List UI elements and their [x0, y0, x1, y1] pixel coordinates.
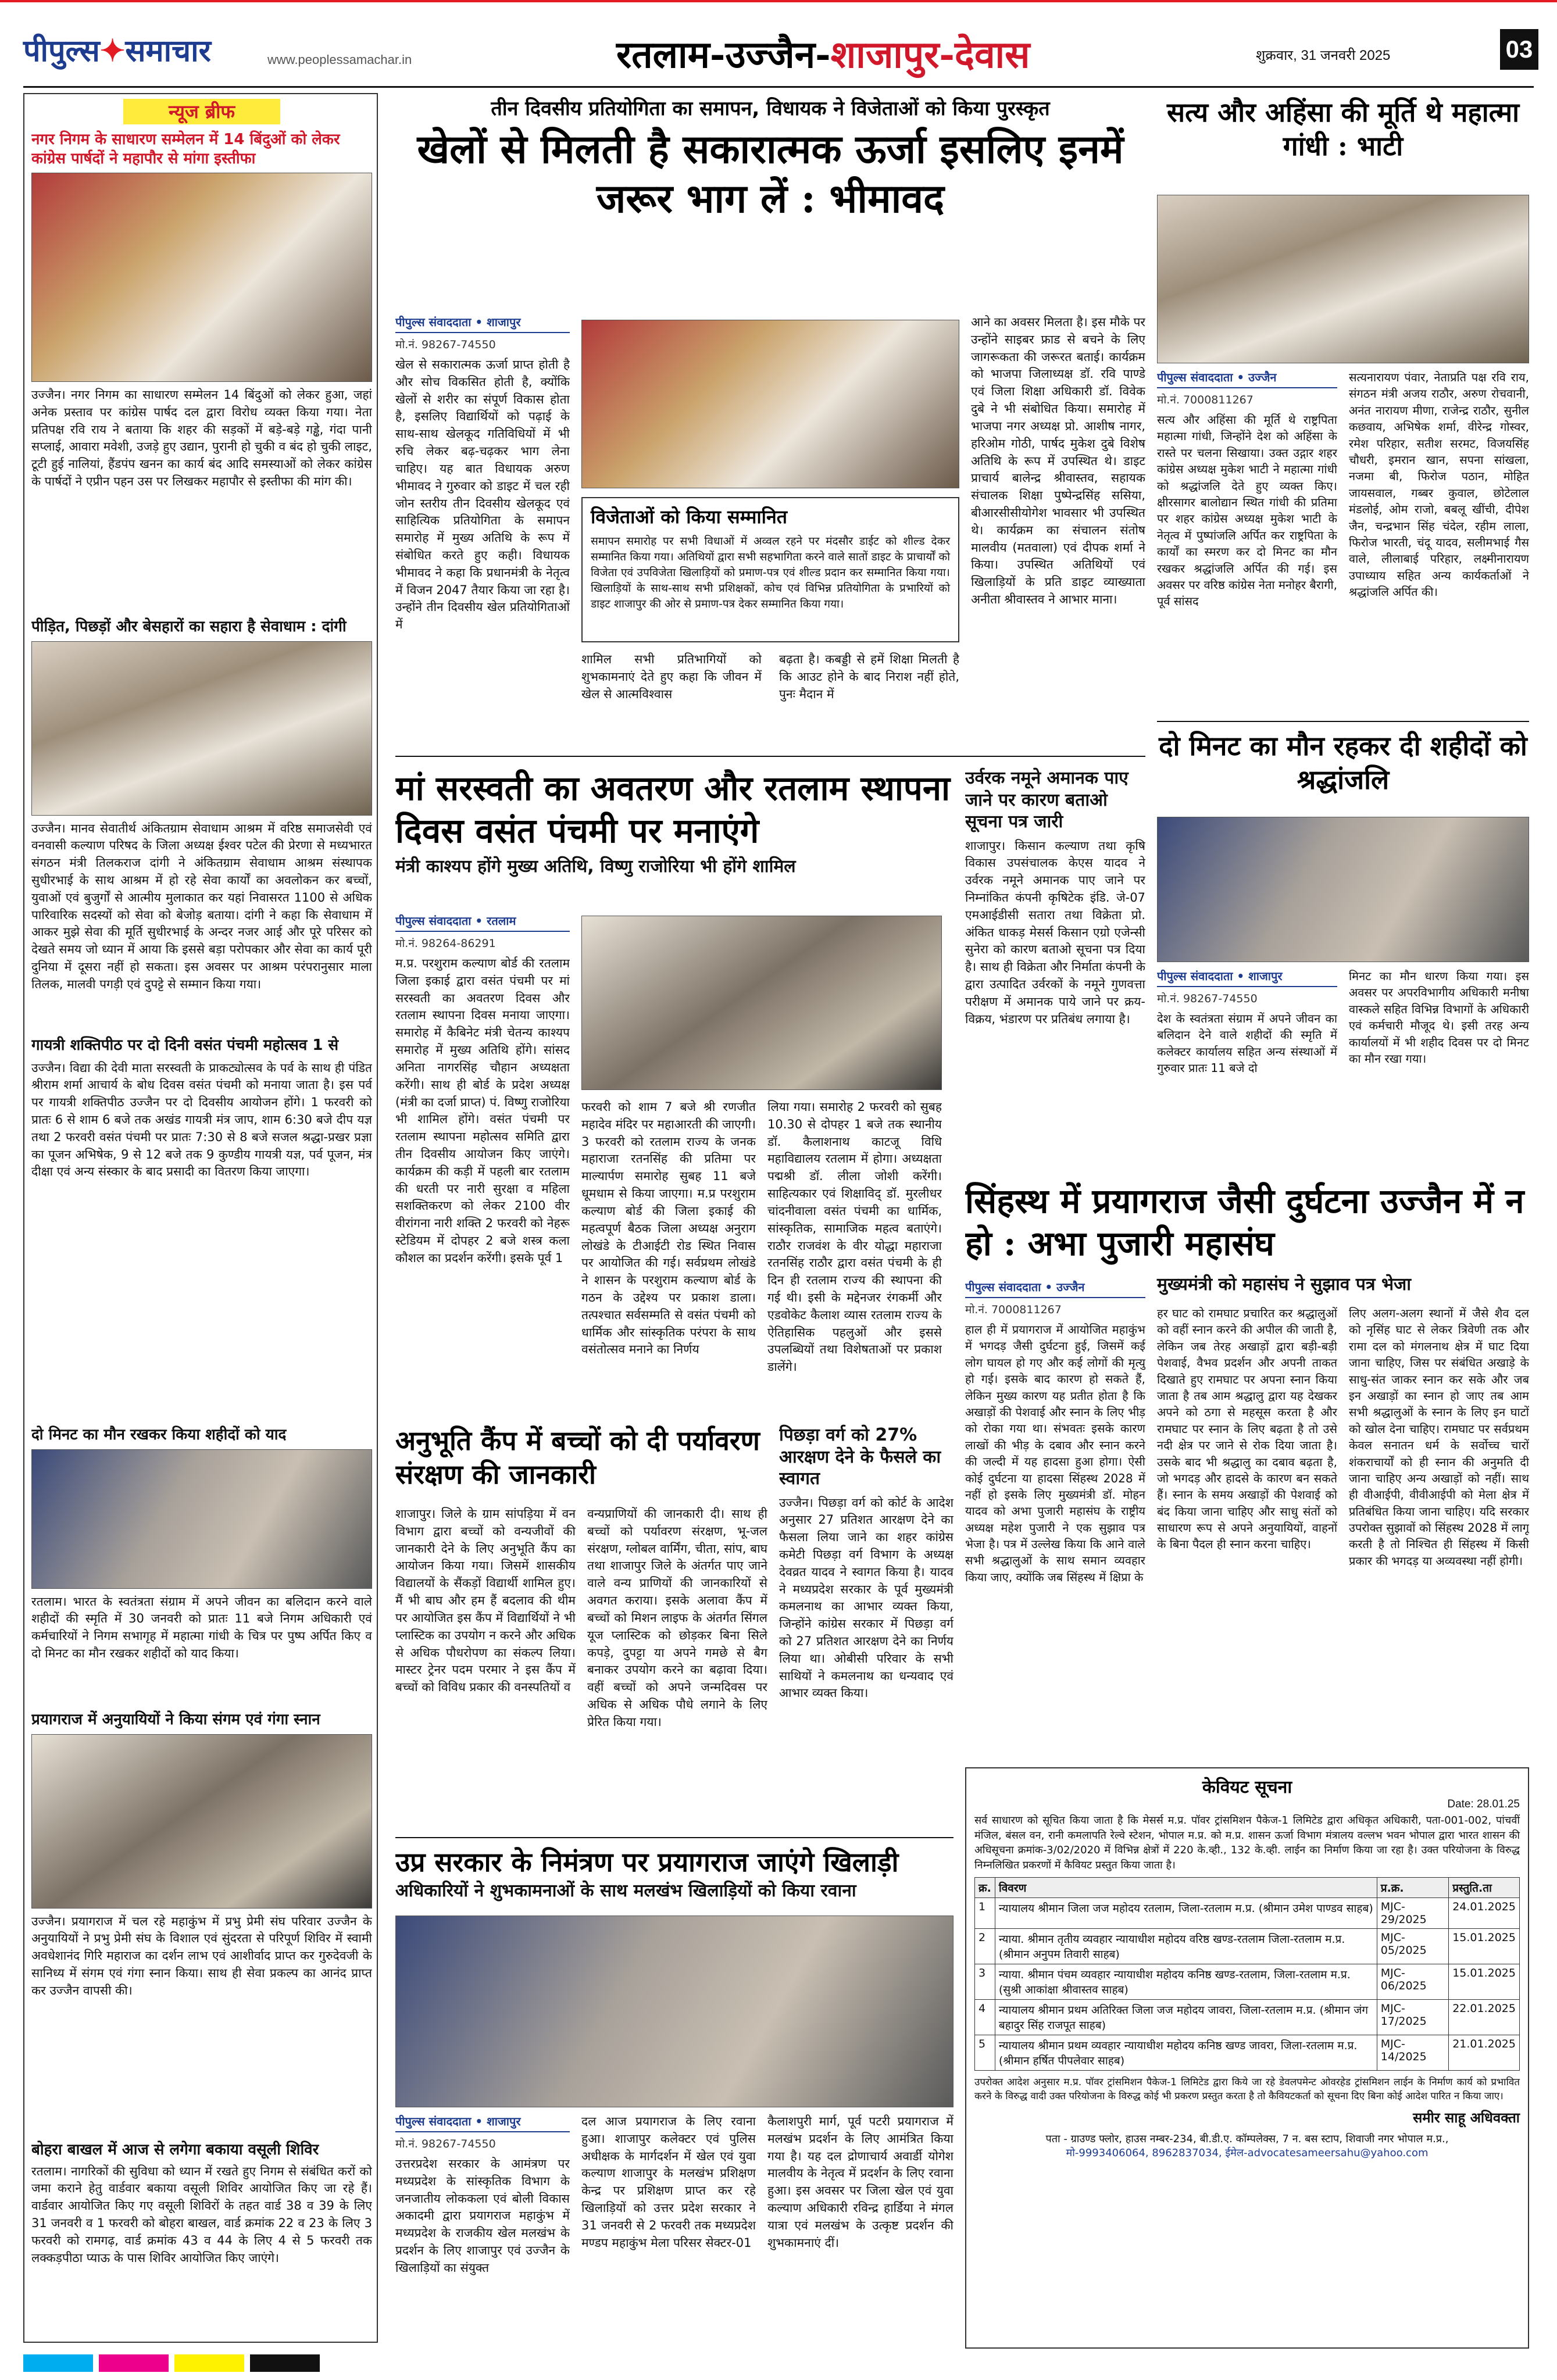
- story-players: [395, 1846, 954, 2346]
- simhastha-headline: सिंहस्थ में प्रयागराज जैसी दुर्घटना उज्जैन में न हो : अभा पुजारी महासंघ: [965, 1181, 1524, 1263]
- cell: 22.01.2025: [1449, 2000, 1520, 2035]
- color-swatch-magenta: [99, 2354, 169, 2372]
- sports-col2-text: शामिल सभी प्रतिभागियों को शुभकामनाएं देते हुए कहा कि जीवन में खेल से आत्मविश्वास: [581, 652, 762, 701]
- brief-5-body: उज्जैन। प्रयागराज में चल रहे महाकुंभ में प्रभु प्रेमी संघ परिवार उज्जैन के अनुयायियों ने प्रभु प्रेमी संघ के विशाल एवं सुंदरता से परिपूर्ण शिविर में स्वामी अवधेशानंद गिरि महाराज का दर्शन लाभ एवं आशीर्वाद प्राप्त कर गुरुदेवजी के सानिध्य में संगम एवं गंगा स्नान किया। साथ ही सेवा प्रकल्प का आनंद प्राप्त कर उज्जैन वापसी की।: [31, 1914, 372, 1997]
- divider-3: [395, 1837, 954, 1838]
- silence-col-1: [1157, 968, 1337, 1166]
- brief-item-6: [31, 2140, 372, 2338]
- brief-4-body: रतलाम। भारत के स्वतंत्रता संग्राम में अपने जीवन का बलिदान करने वाले शहीदों की स्मृति में 30 जनवरी को प्रातः 11 बजे निगम अधिकारी एवं कर्मचारियों ने निगम सभागृह में महात्मा गांधी के चित्र पर पुष्प अर्पित किए व दो मिनट का मौन रखकर शहीदों को याद किया।: [31, 1594, 372, 1660]
- simhastha-mobile: मो.नं. 7000811267: [965, 1303, 1062, 1316]
- story-simhastha-content: [965, 1180, 1529, 1761]
- sports-caption-box: [581, 497, 959, 642]
- simhastha-col-1: [965, 1279, 1145, 1761]
- gandhi-photo: [1157, 195, 1529, 363]
- brief-2-photo: [31, 641, 372, 816]
- cell: न्यायालय श्रीमान प्रथम व्यवहार न्यायाधीश महोदय कनिष्ठ खण्ड जावरा, जिला-रतलाम म.प्र. (श्रीमान हर्षित पीपलेवार साहब): [995, 2035, 1377, 2071]
- players-mobile: मो.नं. 98267-74550: [395, 2138, 496, 2150]
- cell: 15.01.2025: [1449, 1929, 1520, 1964]
- caveat-date: Date: 28.01.25: [1447, 1798, 1520, 1810]
- obc-body: उज्जैन। पिछड़ा वर्ग को कोर्ट के आदेश अनुसार 27 प्रतिशत आरक्षण देने का फैसला लिया जाने का शहर कांग्रेस कमेटी पिछड़ा वर्ग विभाग के अध्यक्ष देवव्रत यादव ने स्वागत किया है। यादव ने मध्यप्रदेश सरकार के पूर्व मुख्यमंत्री कमलनाथ का आभार व्यक्त किया, जिन्होंने कांग्रेस सरकार में पिछड़ा वर्ग को 27 प्रतिशत आरक्षण देने का निर्णय लिया था। ओबीसी परिवार के सभी साथियों ने कमलनाथ का धन्यवाद एवं आभार व्यक्त किया।: [779, 1495, 954, 1700]
- sports-caption-text: समापन समारोह पर सभी विधाओं में अव्वल रहने पर मंदसौर डाईट को शील्ड देकर सम्मानित किया गया। अतिथियों द्वारा सभी सहभागिता करने वाले सातों डाइट के प्राचार्यों को विजेता एवं उपविजेता खिलाड़ियों को प्रमाण-पत्र एवं शील्ड प्रदान कर सम्मानित किया गया। खिलाड़ियों के साथ-साथ सभी प्रशिक्षकों, कोच एवं विभिन्न प्रतियोगिता के प्रभारियों को डाइट शाजापुर की ओर से प्रमाण-पत्र देकर सम्मानित किया गया।: [591, 535, 950, 610]
- brief-item-2: [31, 617, 372, 1024]
- cell: MJC-05/2025: [1377, 1929, 1448, 1964]
- gandhi-mobile: मो.नं. 7000811267: [1157, 394, 1254, 406]
- brief-5-photo: [31, 1734, 372, 1909]
- story-fertilizer: [965, 767, 1145, 1070]
- brief-item-3: [31, 1036, 372, 1408]
- camp-col1-text: शाजापुर। जिले के ग्राम सांपड़िया में वन विभाग द्वारा बच्चों को वन्यजीवों की जानकारी देने के लिए अनुभूति कैंप का आयोजन किया गया। जिसमें शासकीय विद्यालयों के सैंकड़ों विद्यार्थी शामिल हुए। मैं भी बाघ और हम हैं बदलाव की थीम पर आयोजित इस कैंप में विद्यार्थियों ने भी प्लास्टिक का उपयोग न करने और अधिक से अधिक पौधरोपण का संकल्प लिया। मास्टर ट्रेनर पदम परमार ने इस कैंप में बच्चों को विविध प्रकार की वनस्पतियों व: [395, 1507, 576, 1695]
- brief-1-body: उज्जैन। नगर निगम का साधारण सम्मेलन 14 बिंदुओं को लेकर हुआ, जहां अनेक प्रस्ताव पर कांग्रेस पार्षद दल द्वारा विरोध व्यक्त किया गया। नेता प्रतिपक्ष रवि राय ने बताया कि शहर की सड़कों में बड़े-बड़े गड्ढे, गंदा पानी सप्लाई, आवारा मवेशी, उजड़े हुए उद्यान, पुरानी हो चुकी व बंद हो चुकी लाइट, टूटी हुई नालियां, हैंडपंप खनन का कार्य बंद आदि समस्याओं को लेकर कांग्रेस के पार्षदों ने एप्रीन पहन उस पर लिखकर महापौर से इस्तीफा की मांग की।: [31, 388, 372, 489]
- cell: 4: [975, 2000, 995, 2035]
- camp-col2-text: वन्यप्राणियों की जानकारी दी। साथ ही बच्चों को पर्यावरण संरक्षण, भू-जल संरक्षण, ग्लोबल वार्मिंग, चीता, सांप, बाघ तथा शाजापुर जिले के अंतर्गत पाए जाने वाले वन्य प्राणियों की जानकारियों से अवगत कराया। इसके अलावा कैंप में बच्चों को मिशन लाइफ के अंतर्गत सिंगल यूज प्लास्टिक को छोड़कर बिना सिले कपड़े, दुपट्टा या अपने गमछे से बैग बनाकर उपयोग करने का बढ़ावा दिया। वहीं बच्चों को अपने जन्मदिवस पर अधिक से अधिक पौधे लगाने के लिए प्रेरित किया गया।: [587, 1507, 767, 1729]
- players-subhead: अधिकारियों ने शुभकामनाओं के साथ मलखंभ खिलाड़ियों को किया रवाना: [395, 1880, 856, 1901]
- story-sports: [395, 96, 1145, 753]
- masthead-divider: [23, 86, 1534, 88]
- logo-right-text: समाचार: [125, 33, 211, 69]
- gandhi-col1-text: सत्य और अहिंसा की मूर्ति थे राष्ट्रपिता महात्मा गांधी, जिन्होंने देश को अहिंसा के रास्ते पर चलना सिखाया। उक्त उद्गार शहर कांग्रेस अध्यक्ष मुकेश भाटी ने महात्मा गांधी को श्रद्धांजलि देते हुए व्यक्त किए। क्षीरसागर बालोद्यान स्थित गांधी की प्रतिमा पर शहर कांग्रेस अध्यक्ष मुकेश भाटी के नेतृत्व में पुष्पांजलि अर्पित कर राष्ट्रपिता के कार्यों का स्मरण कर दो मिनट का मौन रखकर श्रद्धांजलि अर्पित की गई। इस अवसर पर वरिष्ठ कांग्रेस नेता मनोहर बैरागी, पूर्व सांसद: [1157, 413, 1337, 609]
- caveat-contact: मो-9993406064, 8962837034, ईमेल-advocatesameersahu@yahoo.com: [1066, 2147, 1429, 2160]
- region-title-part1: रतलाम-उज्जैन-: [616, 33, 831, 77]
- brief-item-5: [31, 1710, 372, 2129]
- color-swatch-cyan: [23, 2354, 93, 2372]
- brief-4-headline: दो मिनट का मौन रखकर किया शहीदों को याद: [31, 1426, 287, 1443]
- sports-caption-title: विजेताओं को किया सम्मानित: [591, 506, 787, 528]
- brief-2-body: उज्जैन। मानव सेवातीर्थ अंकितग्राम सेवाधाम आश्रम में वरिष्ठ समाजसेवी एवं वनवासी कल्याण परिषद के जिला अध्यक्ष ईश्वर पटेल की प्रेरणा से मध्यभारत संगठन मंत्री तिलकराज दांगी ने अंकितग्राम सेवाधाम आश्रम संस्थापक सुधीरभाई के साथ आश्रम में हो रहे सेवा कार्यों का अवलोकन कर बच्चों, युवाओं एवं बुजुर्गों से आत्मीय मुलाकात कर यहां निवासरत 1100 से अधिक पारिवारिक सदस्यों को सेवा को बेजोड़ बताया। दांगी ने कहा कि सेवाधाम में आकर मुझे सेवा की मूर्ति सुधीरभाई के अन्दर नजर आई और पूरे परिसर को देखते समय जो ध्यान में आया कि इससे बड़ा परोपकार और सेवा का कार्य पूरी दुनिया में दूसरा नहीं हो सकता। इस अवसर पर आश्रम परंपरानुसार माला तिलक, मालवी पगड़ी एवं दुपट्टे से सम्मान किया गया।: [31, 821, 372, 991]
- caveat-table-header: [975, 1878, 1520, 1898]
- sports-col4-text: आने का अवसर मिलता है। इस मौके पर उन्होंने साइबर फ्राड से बचने के लिए जागरूकता की जरूरत बताई। कार्यक्रम को भाजपा जिलाध्यक्ष डॉ. रवि पाण्डे एवं जिला शिक्षा अधिकारी डॉ. विवेक दुबे ने भी संबोधित किया। समारोह में भाजपा नगर अध्यक्ष प्रो. आशीष नागर, हरिओम गोठी, पार्षद मुकेश दुबे विशेष अतिथि के रूप में उपस्थित थे। डाइट प्राचार्य बालेन्द्र श्रीवास्तव, सहायक संचालक शिक्षा पुष्पेन्द्रसिंह ससिया, बीआरसीसीयोगेश भावसार भी उपस्थित थे। कार्यक्रम का संचालन संतोष मालवीय (मतवाला) एवं दीपक शर्मा ने किया। उपस्थित अतिथियों एवं खिलाड़ियों के प्रति डाइट व्याख्याता अनीता श्रीवास्तव ने आभार माना।: [971, 315, 1145, 606]
- sports-mobile: मो.नं. 98267-74550: [395, 338, 496, 351]
- story-silence: [1157, 730, 1529, 1171]
- gandhi-byline: पीपुल्स संवाददाता • उज्जैन: [1157, 369, 1337, 388]
- brief-1-photo: [31, 173, 372, 382]
- newspaper-logo[interactable]: [23, 29, 211, 70]
- players-headline: उप्र सरकार के निमंत्रण पर प्रयागराज जाएंगे खिलाड़ी: [395, 1846, 899, 1878]
- sports-col1-text: खेल से सकारात्मक ऊर्जा प्राप्त होती है और सोच विकसित होती है, क्योंकि खेलों से शरीर का संपूर्ण विकास होता है, इसलिए विद्यार्थियों को पढ़ाई के साथ-साथ खेलकूद गतिविधियों में भी रुचि लेकर बढ़-चढ़कर भाग लेना चाहिए। यह बात विधायक अरुण भीमावद ने गुरुवार को डाइट में चल रही जोन स्तरीय तीन दिवसीय खेलकूद एवं साहित्यिक प्रतियोगिता के समापन समारोह में मुख्य अतिथि के रूप में संबोधित करते हुए कही। विधायक भीमावद ने कहा कि प्रधानमंत्री के नेतृत्व में विजन 2047 तैयार किया जा रहा है। उन्होंने तीन दिवसीय खेल प्रतियोगिताओं में: [395, 358, 570, 632]
- fertilizer-body: शाजापुर। किसान कल्याण तथा कृषि विकास उपसंचालक केएस यादव ने उर्वरक नमूने अमानक पाए जाने पर निम्नांकित कंपनी कृषिटेक इंडि. जे-07 एमआईडीसी सतारा तथा विक्रेता प्रो. अंकित धाकड़ मेसर्स किसान एग्रो एजेन्सी सुनेरा को कारण बताओ सूचना पत्र दिया है। साथ ही विक्रेता और निर्माता कंपनी के द्वारा उत्पादित उर्वरकों के नमूने गुणवत्ता परीक्षण में अमानक पाये जाने पर क्रय-विक्रय, भंडारण पर प्रतिबंध लगाया है।: [965, 838, 1145, 1026]
- silence-byline: पीपुल्स संवाददाता • शाजापुर: [1157, 968, 1337, 987]
- silence-col2-text: मिनट का मौन धारण किया गया। इस अवसर पर अपरविभागीय अधिकारी मनीषा वास्कले सहित विभिन्न विभागों के अधिकारी एवं कर्मचारी मौजूद थे। इसी तरह अन्य कार्यालयों में भी शहीद दिवस पर दो मिनट का मौन रखा गया।: [1349, 969, 1529, 1066]
- saraswati-byline: पीपुल्स संवाददाता • रतलाम: [395, 913, 570, 932]
- story-saraswati: [395, 767, 954, 1418]
- color-swatch-black: [250, 2354, 320, 2372]
- masthead: [23, 23, 1535, 81]
- fertilizer-headline: उर्वरक नमूने अमानक पाए जाने पर कारण बताओ सूचना पत्र जारी: [965, 768, 1129, 832]
- color-swatch-yellow: [174, 2354, 244, 2372]
- caveat-address: पता - ग्राउण्ड फ्लोर, हाउस नम्बर-234, बी.डी.ए. कॉम्पलेक्स, 7 न. बस स्टाप, शिवाजी नगर भोपाल म.प्र.,: [1045, 2133, 1449, 2146]
- cell: न्यायालय श्रीमान जिला जज महोदय रतलाम, जिला-रतलाम म.प्र. (श्रीमान उमेश पाण्डव साहब): [995, 1898, 1377, 1929]
- region-title-part2: शाजापुर-देवास: [830, 33, 1030, 77]
- caveat-title: केवियट सूचना: [1202, 1777, 1292, 1797]
- saraswati-col1-text: म.प्र. परशुराम कल्याण बोर्ड की रतलाम जिला इकाई द्वारा वसंत पंचमी पर मां सरस्वती का अवतरण दिवस और रतलाम स्थापना दिवस मनाया जाएगा। समारोह में कैबिनेट मंत्री चेतन्य काश्यप समारोह में मुख्य अतिथि होंगे। सांसद अनिता नागरसिंह चौहान अध्यक्षता करेंगी। साथ ही बोर्ड के प्रदेश अध्यक्ष (मंत्री का दर्जा प्राप्त) पं. विष्णु राजोरिया भी शामिल होंगे। वसंत पंचमी पर रतलाम स्थापना महोत्सव समिति द्वारा तीन दिवसीय आयोजन किए जाएंगे। कार्यक्रम की कड़ी में पहली बार रतलाम की धरती पर नारी सुरक्षा व महिला सशक्तिकरण को लेकर 2100 वीर वीरांगना नारी शक्ति 2 फरवरी को नेहरू स्टेडियम में दोपहर 2 बजे शस्त्र कला कौशल का प्रदर्शन करेंगी। इसके पूर्व 1: [395, 956, 570, 1265]
- divider-1: [395, 756, 1145, 757]
- players-col3-text: कैलाशपुरी मार्ग, पूर्व पटरी प्रयागराज में मलखंभ प्रदर्शन के लिए आमंत्रित किया गया है। यह दल द्रोणाचार्य अवार्डी योगेश मालवीय के नेतृत्व में प्रदर्शन के लिए रवाना हुआ। इस अवसर पर जिला खेल एवं युवा कल्याण अधिकारी रविन्द्र हार्डिया ने मंगल यात्रा एवं मलखंभ के उत्कृष्ट प्रदर्शन की शुभकामनाएं दीं।: [767, 2114, 954, 2250]
- story-camp: [395, 1424, 767, 1831]
- brief-6-headline: बोहरा बाखल में आज से लगेगा बकाया वसूली शिविर: [31, 2141, 319, 2159]
- divider-2: [1157, 721, 1529, 722]
- brief-2-headline: पीड़ित, पिछड़ों और बेसहारों का सहारा है सेवाधाम : दांगी: [31, 618, 347, 635]
- silence-headline: दो मिनट का मौन रहकर दी शहीदों को श्रद्धांजलि: [1159, 730, 1527, 795]
- table-row: [975, 2035, 1520, 2071]
- caveat-col-detail: विवरण: [995, 1878, 1377, 1898]
- caveat-notice: [965, 1767, 1529, 2349]
- simhastha-col1-text: हाल ही में प्रयागराज में आयोजित महाकुंभ में भगदड़ जैसी दुर्घटना हुई, जिसमें कई लोग घायल हो गए और कई लोगों की मृत्यु हो गई। इसके बाद कारण हो सकते हैं, लेकिन मुख्य कारण यह प्रतीत होता है कि अखाड़ों की पेशवाई और स्नान के लिए भीड़ को रोका गया था। संभवतः इसके कारण लाखों की भीड़ के दबाव और स्नान करने की जल्दी में यह हादसा हुआ होगा। ऐसी कोई दुर्घटना या हादसा सिंहस्थ 2028 में नहीं हो इसके लिए मुख्यमंत्री डॉ. मोहन यादव को अभा पुजारी महासंघ के राष्ट्रीय अध्यक्ष महेश पुजारी ने एक सुझाव पत्र भेजा है। पत्र में उल्लेख किया कि आने वाले सभी श्रद्धालुओं के साथ समान व्यवहार किया जाए, क्योंकि जब सिंहस्थ में क्षिप्रा के: [965, 1323, 1145, 1584]
- gandhi-col2-text: सत्यनारायण पंवार, नेताप्रति पक्ष रवि राय, संगठन मंत्री अजय राठौर, अरुण रोचवानी, अनंत नारायण मीणा, राजेन्द्र राठौर, सुनील कछवाय, अभिषेक शर्मा, वीरेन्द्र गोस्वर, रमेश परिहार, सतीश सरमट, विजयसिंह चौधरी, इमरान खान, सपना सांखला, नजमा बी, फिरोज पठान, मोहित जायसवाल, गब्बर कुवाल, छोटेलाल मंडलोई, ओम राजो, बबलू खींची, दीपेश जैन, चन्द्रभान सिंह चंदेल, रहीम लाला, फिरोज भारती, चंदू यादव, सलीमभाई गैस वाले, लीलाबाई परिहार, लक्ष्मीनारायण उपाध्याय सहित अन्य कार्यकर्ताओं ने श्रद्धांजलि अर्पित की।: [1349, 370, 1529, 599]
- sports-col3-text: बढ़ता है। कबड्डी से हमें शिक्षा मिलती है कि आउट होने के बाद निराश नहीं होते, पुनः मैदान में: [779, 652, 959, 701]
- obc-headline: पिछड़ा वर्ग को 27% आरक्षण देने के फैसले का स्वागत: [779, 1425, 941, 1489]
- saraswati-col-1: [395, 913, 570, 1413]
- table-row: [975, 1929, 1520, 1964]
- brief-item-1: [31, 130, 372, 607]
- simhastha-col2-text: हर घाट को रामघाट प्रचारित कर श्रद्धालुओं को वहीं स्नान करने की अपील की जाती है, लेकिन जब तेरह अखाड़ों द्वारा बड़ी-बड़ी पेशवाई, वैभव प्रदर्शन और अपनी ताकत दिखाते हुए रामघाट पर अपना स्नान किया जाता है तब आम श्रद्धालु द्वारा यह देखकर अपने को ठगा से महसूस करता है और रामघाट पर स्नान के लिए बढ़ता है तो उसे नदी क्षेत्र पर जाने से रोक दिया जाता है। उसके बाद भी श्रद्धालु का दबाव बढ़ता है, जो भगदड़ और हादसे के कारण बन सकते हैं। स्नान के समय अखाड़ों की पेशवाई को बंद किया जाना चाहिए और साधु संतों को साधारण रूप से अपने अनुयायियों, वाहनों के बिना पैदल ही स्नान करना चाहिए।: [1157, 1306, 1337, 1552]
- cell: 24.01.2025: [1449, 1898, 1520, 1929]
- brief-item-4: [31, 1425, 372, 1699]
- cell: MJC-17/2025: [1377, 2000, 1448, 2035]
- website-link[interactable]: www.peoplessamachar.in: [267, 52, 412, 67]
- caveat-col-date: प्रस्तुति.ता: [1449, 1878, 1520, 1898]
- brief-6-body: रतलाम। नागरिकों की सुविधा को ध्यान में रखते हुए निगम से संबंधित करों को जमा कराने हेतु वार्डवार बकाया वसूली शिविर आयोजित किए जा रहे हैं। वार्डवार आयोजित किए गए वसूली शिविरों के तहत वार्ड 38 व 39 के लिए 31 जनवरी व 1 फरवरी को बोहरा बाखल, वार्ड क्रमांक 22 व 23 के लिए 3 फरवरी को रामगढ़, वार्ड क्रमांक 43 व 44 के लिए 4 से 5 फरवरी तक लक्कड़पीठा प्याऊ के पास शिविर आयोजित किए जाएंगे।: [31, 2164, 372, 2265]
- sports-photo: [581, 320, 959, 488]
- simhastha-byline: पीपुल्स संवाददाता • उज्जैन: [965, 1279, 1145, 1298]
- cell: MJC-29/2025: [1377, 1898, 1448, 1929]
- cell: 2: [975, 1929, 995, 1964]
- brief-3-body: उज्जैन। विद्या की देवी माता सरस्वती के प्राकट्योत्सव के पर्व के साथ ही पंडित श्रीराम शर्मा आचार्य के बोध दिवस वसंत पंचमी को मनाया जाता है। इस पर्व पर गायत्री शक्तिपीठ उज्जैन पर दो दिवसीय आयोजन होंगे। 1 फरवरी को प्रातः 6 से शाम 6 बजे तक अखंड गायत्री मंत्र जाप, शाम 6:30 बजे दीप यज्ञ तथा 2 फरवरी वसंत पंचमी पर प्रातः 7:30 से 8 बजे सजल श्रद्धा-प्रखर प्रज्ञा का पूजन अभिषेक, 9 से 12 बजे तक 9 कुण्डीय गायत्री यज्ञ, पर्व पूजन, मंत्र दीक्षा एवं अन्य संस्कार के बाद प्रसादी का वितरण किया जाएगा।: [31, 1060, 372, 1179]
- brief-1-headline: नगर निगम के साधारण सम्मेलन में 14 बिंदुओं को लेकर कांग्रेस पार्षदों ने महापौर से मांगा इस्तीफा: [31, 131, 340, 167]
- players-photo: [395, 1916, 954, 2107]
- saraswati-col3-text: लिया गया। समारोह 2 फरवरी को सुबह 10.30 से दोपहर 1 बजे तक स्थानीय डॉ. कैलाशनाथ काटजू विधि महाविद्यालय रतलाम में होगा। अध्यक्षता पद्मश्री डॉ. लीला जोशी करेंगी। साहित्यकार एवं शिक्षाविद् डॉ. मुरलीधर चांदनीवाला वसंत पंचमी का धार्मिक, सांस्कृतिक, सामाजिक महत्व बताएंगे। राठौर राजवंश के वीर योद्धा महाराजा रतनसिंह राठौर द्वारा वसंत पंचमी के ही दिन ही रतलाम राज्य की स्थापना की गई थी। इसी के मद्देनजर रंगकर्मी और एडवोकेट कैलाश व्यास रतलाम राज्य के ऐतिहासिक पहलुओं और इससे उपलब्धियों तथा विशेषताओं पर प्रकाश डालेंगे।: [767, 1100, 942, 1374]
- cell: न्यायालय श्रीमान प्रथम अतिरिक्त जिला जज महोदय जावरा, जिला-रतलाम म.प्र. (श्रीमान जंग बहादुर सिंह राजपूत साहब): [995, 2000, 1377, 2035]
- saraswati-photo: [581, 916, 942, 1090]
- sports-byline: पीपुल्स संवाददाता • शाजापुर: [395, 314, 570, 333]
- silence-col1-text: देश के स्वतंत्रता संग्राम में अपने जीवन का बलिदान देने वाले शहीदों की स्मृति में कलेक्टर कार्यालय सहित अन्य संस्थाओं में गुरुवार प्रातः 11 बजे दो: [1157, 1012, 1337, 1075]
- news-brief-column: [23, 93, 378, 2343]
- story-obc: [779, 1424, 954, 1831]
- cell: 3: [975, 1964, 995, 2000]
- brief-4-photo: [31, 1449, 372, 1589]
- sports-col-1: [395, 314, 570, 744]
- story-gandhi: [1157, 96, 1529, 718]
- caveat-col-sn: क्र.: [975, 1878, 995, 1898]
- cell: 5: [975, 2035, 995, 2071]
- brief-5-headline: प्रयागराज में अनुयायियों ने किया संगम एवं गंगा स्नान: [31, 1711, 320, 1728]
- table-row: [975, 1898, 1520, 1929]
- simhastha-subhead: मुख्यमंत्री को महासंघ ने सुझाव पत्र भेजा: [1157, 1274, 1412, 1295]
- camp-headline: अनुभूति कैंप में बच्चों को दी पर्यावरण संरक्षण की जानकारी: [395, 1425, 760, 1490]
- saraswati-mobile: मो.नं. 98264-86291: [395, 937, 496, 950]
- cell: MJC-06/2025: [1377, 1964, 1448, 2000]
- saraswati-headline: मां सरस्वती का अवतरण और रतलाम स्थापना दिवस वसंत पंचमी पर मनाएंगे: [395, 769, 951, 850]
- news-brief-label: न्यूज ब्रीफ: [123, 99, 280, 124]
- logo-left-text: पीपुल्स: [23, 33, 100, 69]
- table-row: [975, 2000, 1520, 2035]
- gandhi-col-1: [1157, 369, 1337, 718]
- page-number: 03: [1500, 29, 1538, 70]
- sports-kicker: तीन दिवसीय प्रतियोगिता का समापन, विधायक ने विजेताओं को किया पुरस्कृत: [491, 97, 1050, 120]
- caveat-footer: उपरोक्त आदेश अनुसार म.प्र. पॉवर ट्रांसमिशन पैकेज-1 लिमिटेड द्वारा किये जा रहे डेवलपमेन्ट ओवरहेड ट्रांसमिशन लाईन के निर्माण कार्य को प्रभावित करने के विरुद्ध वादी उक्त परियोजना के विरुद्ध कोई भी प्रकरण प्रस्तुत करता है तो कैवियटकर्ता को सूचना दिए बिना कोई आदेश पारित न किया जाए।: [974, 2077, 1520, 2103]
- players-col2-text: दल आज प्रयागराज के लिए रवाना हुआ। शाजापुर कलेक्टर एवं पुलिस अधीक्षक के मार्गदर्शन में खेल एवं युवा कल्याण शाजापुर के मलखंभ प्रशिक्षण केन्द्र पर प्रशिक्षण प्राप्त कर रहे खिलाड़ियों को उत्तर प्रदेश सरकार ने 31 जनवरी से 2 फरवरी तक मध्यप्रदेश मण्डप महाकुंभ मेला परिसर सेक्टर-01: [581, 2114, 756, 2250]
- saraswati-col2-text: फरवरी को शाम 7 बजे श्री रणजीत महादेव मंदिर पर महाआरती की जाएगी। 3 फरवरी को रतलाम राज्य के जनक महाराजा रतनसिंह की प्रतिमा पर माल्यार्पण समारोह सुबह 11 बजे धूमधाम से किया जाएगा। म.प्र परशुराम कल्याण बोर्ड की जिला इकाई की महत्वपूर्ण बैठक जिला अध्यक्ष अनुराग लोखंडे के टीआईटी रोड स्थित निवास पर आयोजित की गई। सर्वप्रथम लोखंडे ने शासन के परशुराम कल्याण बोर्ड के गठन के उद्देश्य पर प्रकाश डाला। तत्पश्चात सर्वसम्मति से वसंत पंचमी को धार्मिक और सांस्कृतिक परंपरा के साथ वसंतोत्सव मनाने का निर्णय: [581, 1100, 756, 1357]
- brief-3-headline: गायत्री शक्तिपीठ पर दो दिनी वसंत पंचमी महोत्सव 1 से: [31, 1037, 339, 1054]
- top-color-bar: [0, 0, 1557, 2]
- caveat-col-case: प्र.क्र.: [1377, 1878, 1448, 1898]
- cell: न्याया. श्रीमान पंचम व्यवहार न्यायाधीश महोदय कनिष्ठ खण्ड-रतलाम, जिला-रतलाम म.प्र. (सुश्री आकांक्षा श्रीवास्तव साहब): [995, 1964, 1377, 2000]
- caveat-signature: समीर साहू अधिवक्ता: [1413, 2110, 1520, 2127]
- silence-mobile: मो.नं. 98267-74550: [1157, 992, 1258, 1005]
- silence-photo: [1157, 817, 1529, 962]
- region-title: [616, 28, 1030, 78]
- players-col-1: [395, 2113, 570, 2346]
- caveat-table: [974, 1877, 1520, 2071]
- saraswati-subhead: मंत्री काश्यप होंगे मुख्य अतिथि, विष्णु राजोरिया भी होंगे शामिल: [395, 856, 796, 877]
- logo-star-icon: ✦: [99, 33, 126, 69]
- dateline: शुक्रवार, 31 जनवरी 2025: [1256, 48, 1391, 63]
- cell: 15.01.2025: [1449, 1964, 1520, 2000]
- caveat-intro: सर्व साधारण को सूचित किया जाता है कि मेसर्स म.प्र. पॉवर ट्रांसमिशन पैकेज-1 लिमिटेड द्वारा अधिकृत अधिकारी, पता-001-002, पांचवीं मंजिल, बंसल वन, रानी कमलापति रेल्वे स्टेशन, भोपाल म.प्र. को म.प्र. शासन ऊर्जा विभाग मंत्रालय वल्लभ भवन भोपाल द्वारा भारत शासन की अधिसूचना क्रमांक-3/02/2020 में विभिन्न क्षेत्रों में 220 के.व्ही., 132 के.व्ही. लाईन का निर्माण किया जा रहा है। उक्त परियोजना के विरुद्ध निम्नलिखित प्रकरणों में कैवियट प्रस्तुत किया जाता है।: [974, 1814, 1520, 1871]
- players-col1-text: उत्तरप्रदेश सरकार के आमंत्रण पर मध्यप्रदेश के सांस्कृतिक विभाग के जनजातीय लोककला एवं बोली विकास अकादमी द्वारा प्रयागराज महाकुंभ में मध्यप्रदेश के राजकीय खेल मलखंभ के प्रदर्शन के लिए शाजापुर एवं उज्जैन के खिलाड़ियों का संयुक्त: [395, 2157, 570, 2275]
- cell: 21.01.2025: [1449, 2035, 1520, 2071]
- cell: MJC-14/2025: [1377, 2035, 1448, 2071]
- simhastha-col3-text: लिए अलग-अलग स्थानों में जैसे शैव दल को नृसिंह घाट से लेकर त्रिवेणी तक और रामा दल को मंगलनाथ क्षेत्र में घाट दिया जाना चाहिए, जिस पर संबंधित अखाड़े के साधु-संत जाकर स्नान कर सके और जब इन अखाड़ों का स्नान हो जाए तब आम सभी श्रद्धालुओं के स्नान के लिए इन घाटों को खोल देना चाहिए। रामघाट पर सर्वप्रथम केवल सनातन धर्म के सर्वोच्च चारों शंकराचार्यों को ही स्नान की अनुमति दी जाना चाहिए अन्य अखाड़ों को नहीं। साथ ही वीआईपी, वीवीआईपी को मेला क्षेत्र में प्रतिबंधित किया जाना चाहिए। यदि सरकार उपरोक्त सुझावों को सिंहस्थ 2028 में लागू करती है तो निश्चित ही सिंहस्थ में किसी प्रकार की भगदड़ या अव्यवस्था नहीं होगी।: [1349, 1306, 1529, 1568]
- sports-headline: खेलों से मिलती है सकारात्मक ऊर्जा इसलिए इनमें जरूर भाग लें : भीमावद: [417, 126, 1124, 223]
- table-row: [975, 1964, 1520, 2000]
- players-byline: पीपुल्स संवाददाता • शाजापुर: [395, 2113, 570, 2132]
- cell: न्याया. श्रीमान तृतीय व्यवहार न्यायाधीश महोदय वरिष्ठ खण्ड-रतलाम जिला-रतलाम म.प्र. (श्रीमान अनुपम तिवारी साहब): [995, 1929, 1377, 1964]
- gandhi-headline: सत्य और अहिंसा की मूर्ति थे महात्मा गांधी : भाटी: [1166, 97, 1520, 162]
- cell: 1: [975, 1898, 995, 1929]
